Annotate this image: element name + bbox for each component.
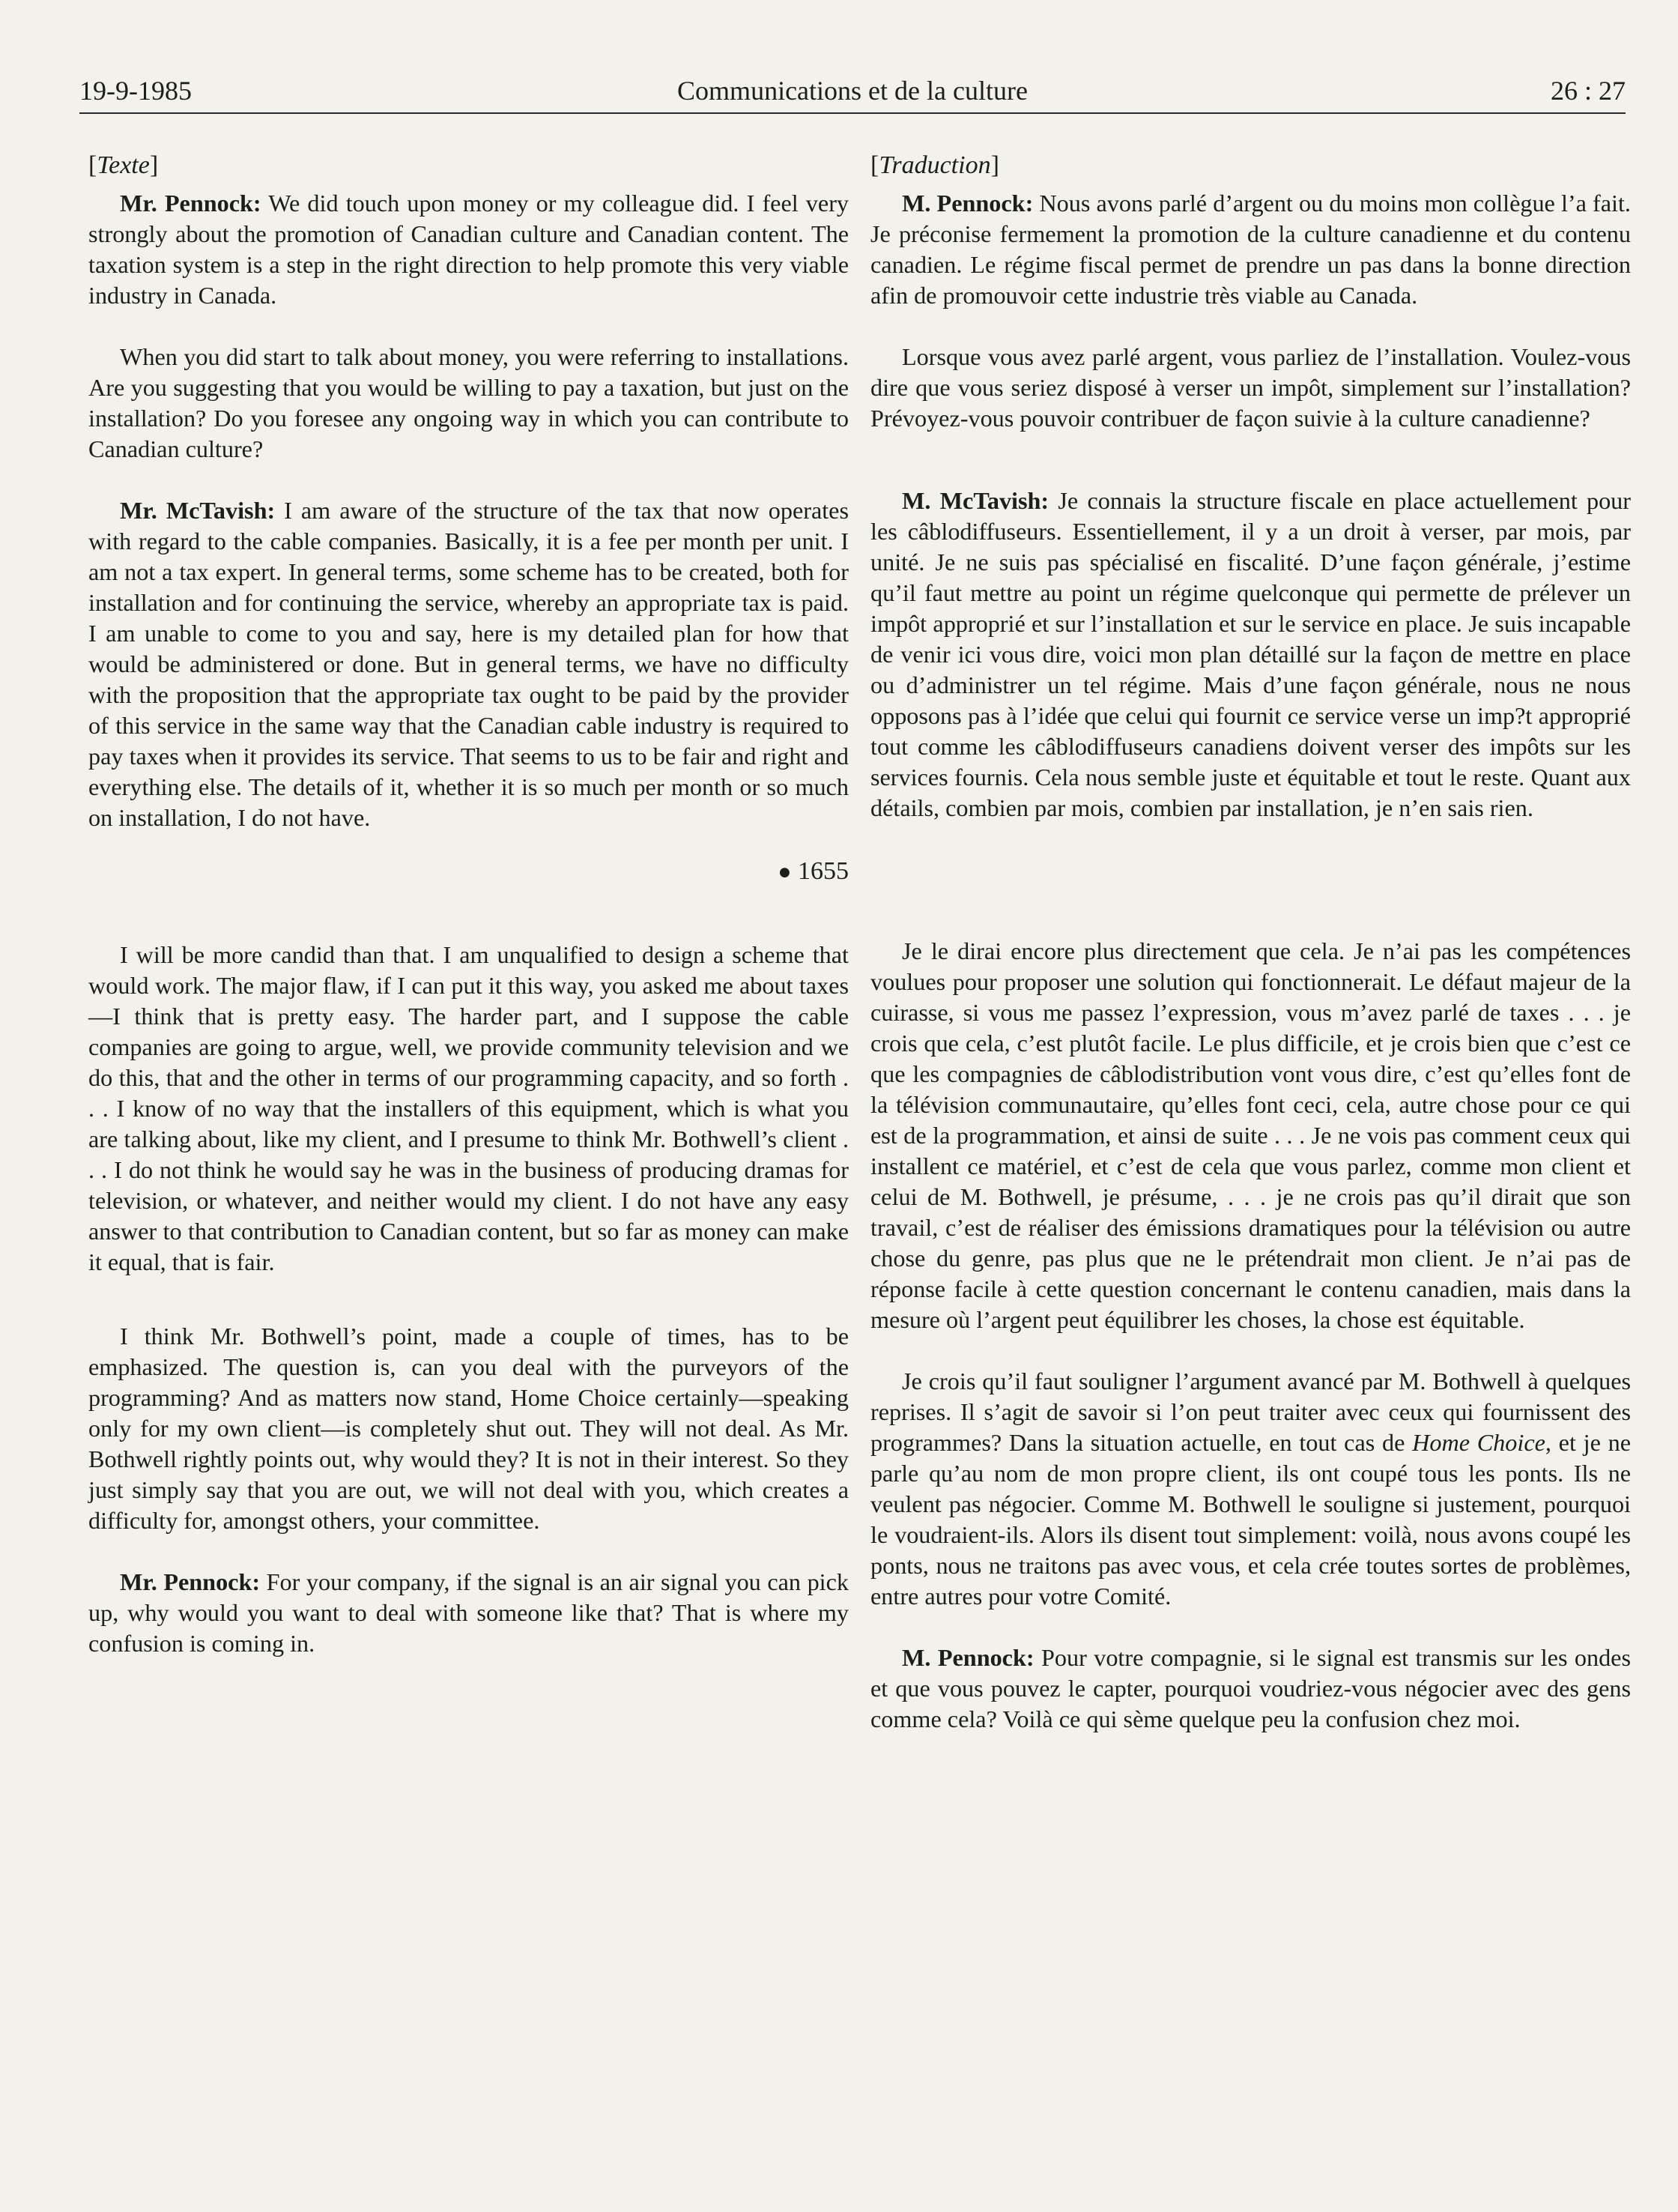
paragraph-mctavish-1-fr: M. McTavish: Je connais la structure fiscale en place actuellement pour les câblodiffuseurs. Essentiellement, il y a un droit à verser, par mois, par unité. Je ne suis pas spécialisé en fiscalité. D’une façon générale, j’estime qu’il faut mettre au point un régime quelconque qui permette de prélever un impôt approprié et sur l’installation et sur le service en place. Je suis incapable de venir ici vous dire, voici mon plan détaillé sur la façon de mettre en place ou d’administrer un tel régime. Mais d’une façon générale, nous ne nous opposons pas à l’idée que celui qui fournit ce service verse un imp?t approprié tout comme les câblodiffuseurs canadiens doivent verser des impôts sur les services fournis. Cela nous semble juste et équitable et tout le reste. Quant aux détails, combien par mois, combien par installation, je n’en sais rien. [870,487,1631,821]
speaker-name: Mr. Pennock: [120,1568,261,1595]
section-label-traduction: [Traduction] [870,151,999,179]
header-page-number: 26 : 27 [1550,76,1626,106]
page-header [79,75,1626,114]
paragraph-mctavish-3: I think Mr. Bothwell’s point, made a couple of times, has to be emphasized. The question is, can you deal with the purveyors of the programming? And as matters now stand, Home Choice certainly—speaking only for my own client—is completely shut out. They will not deal. As Mr. Bothwell rightly points out, why would they? It is not in their interest. So they just simply say that you are out, we will not deal with you, which creates a difficulty for, amongst others, your committee. [88,1323,849,1534]
paragraph-pennock-1-fr: M. Pennock: Nous avons parlé d’argent ou du moins mon collègue l’a fait. Je préconise fermement la promotion de la culture canadienne et du contenu canadien. Le régime fiscal permet de prendre un pas dans la bonne direction afin de promouvoir cette industrie très viable au Canada. [870,190,1631,309]
paragraph-pennock-3-fr: M. Pennock: Pour votre compagnie, si le signal est transmis sur les ondes et que vous pouvez le capter, pourquoi voudriez-vous négocier avec des gens comme cela? Voilà ce qui sème quelque peu la confusion chez moi. [870,1644,1631,1732]
speaker-name: M. Pennock: [902,190,1034,217]
speaker-name: Mr. McTavish: [120,497,276,524]
speaker-name: Mr. Pennock: [120,190,261,217]
time-marker: ● 1655 [778,857,849,885]
french-column [870,150,1631,1735]
paragraph-mctavish-2-fr: Je le dirai encore plus directement que cela. Je n’ai pas les compétences voulues pour proposer une solution qui fonctionnerait. Le défaut majeur de la cuirasse, si vous me passez l’expression, vous m’avez parlé de taxes . . . je crois que cela, c’est plutôt facile. Le plus difficile, et je crois bien que c’est ce que les compagnies de câblodistribution vont vous dire, c’est qu’elles font de la télévision communautaire, qu’elles font ceci, cela, autre chose pour ce qui est de la programmation, et ainsi de suite . . . Je ne vois pas comment ceux qui installent ce matériel, et c’est de cela que vous parlez, comme mon client et celui de M. Bothwell, je présume, . . . je ne crois pas qu’il dirait que son travail, c’est de réaliser des émissions dramatiques pour la télévision ou autre chose du genre, pas plus que ne le prétendrait mon client. Je n’ai pas de réponse facile à cette question concernant le contenu canadien, mais dans la mesure où l’argent peut équilibrer les choses, la chose est équitable. [870,937,1631,1333]
paragraph-pennock-2: When you did start to talk about money, you were referring to installations. Are you suggesting that you would be willing to pay a taxation, but just on the installation? Do you foresee any ongoing way in which you can contribute to Canadian culture? [88,343,849,462]
paragraph-pennock-3: Mr. Pennock: For your company, if the signal is an air signal you can pick up, why would you want to deal with someone like that? That is where my confusion is coming in. [88,1568,849,1657]
header-rule [79,112,1626,114]
header-title: Communications et de la culture [677,76,1028,106]
section-label-text: [Texte] [88,151,159,179]
paragraph-mctavish-2: I will be more candid than that. I am unqualified to design a scheme that would work. The major flaw, if I can put it this way, you asked me about taxes—I think that is pretty easy. The harder part, and I suppose the cable companies are going to argue, well, we provide community television and we do this, that and the other in terms of our programming capacity, and so forth . . . I know of no way that the installers of this equipment, which is what you are talking about, like my client, and I presume to think Mr. Bothwell’s client . . . I do not think he would say he was in the business of producing dramas for television, or whatever, and neither would my client. I do not have any easy answer to that contribution to Canadian content, but so far as money can make it equal, that is fair. [88,941,849,1275]
english-column [88,150,849,1659]
paragraph-mctavish-1: Mr. McTavish: I am aware of the structure of the tax that now operates with regard to the cable companies. Basically, it is a fee per month per unit. I am not a tax expert. In general terms, some scheme has to be created, both for installation and for continuing the service, whereby an appropriate tax is paid. I am unable to come to you and say, here is my detailed plan for how that would be administered or done. But in general terms, we have no difficulty with the proposition that the appropriate tax ought to be paid by the provider of this service in the same way that the Canadian cable industry is required to pay taxes when it provides its service. That seems to us to be fair and right and everything else. The details of it, whether it is so much per month or so much on installation, I do not have. [88,497,849,831]
speaker-name: M. McTavish: [902,487,1049,514]
speaker-name: M. Pennock: [902,1644,1035,1671]
paragraph-pennock-2-fr: Lorsque vous avez parlé argent, vous parliez de l’installation. Voulez-vous dire que vous seriez disposé à verser un impôt, simplement sur l’installation? Prévoyez-vous pouvoir contribuer de façon suivie à la culture canadienne? [870,343,1631,432]
paragraph-pennock-1: Mr. Pennock: We did touch upon money or my colleague did. I feel very strongly about the promotion of Canadian culture and Canadian content. The taxation system is a step in the right direction to help promote this very viable industry in Canada. [88,190,849,309]
header-date: 19-9-1985 [79,76,192,106]
paragraph-mctavish-3-fr: Je crois qu’il faut souligner l’argument avancé par M. Bothwell à quelques reprises. Il s’agit de savoir si l’on peut traiter avec ceux qui fournissent des programmes? Dans la situation actuelle, en tout cas de Home Choice, et je ne parle qu’au nom de mon propre client, ils ont coupé tous les ponts. Ils ne veulent pas négocier. Comme M. Bothwell le souligne si justement, pourquoi le voudraient-ils. Alors ils disent tout simplement: voilà, nous avons coupé les ponts, nous ne traitons pas avec vous, et cela crée toutes sortes de problèmes, entre autres pour votre Comité. [870,1368,1631,1610]
